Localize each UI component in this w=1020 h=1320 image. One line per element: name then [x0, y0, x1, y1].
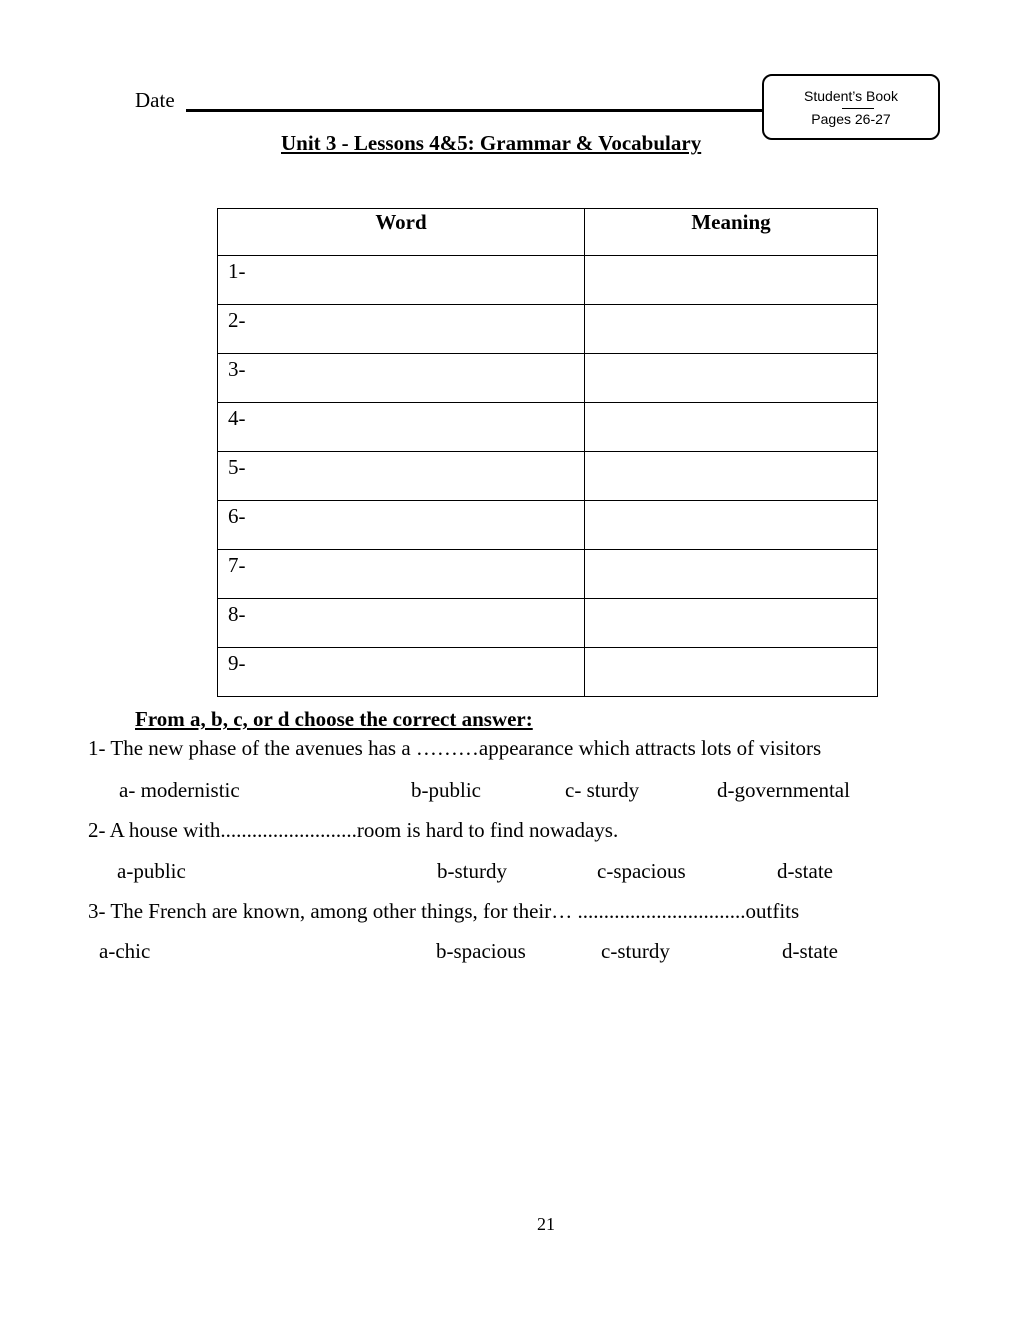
meaning-cell[interactable] [585, 599, 878, 648]
book-box-line2: Pages 26-27 [811, 111, 891, 127]
word-cell[interactable]: 2- [218, 305, 585, 354]
question-2-option-a[interactable]: a-public [117, 859, 186, 883]
table-row [218, 648, 878, 697]
page-title: Unit 3 - Lessons 4&5: Grammar & Vocabulary [281, 131, 702, 155]
word-cell[interactable]: 6- [218, 501, 585, 550]
book-box-divider [842, 108, 874, 109]
table-row [218, 452, 878, 501]
header-meaning: Meaning [585, 209, 878, 256]
word-cell[interactable]: 9- [218, 648, 585, 697]
header-word: Word [218, 209, 585, 256]
table-row [218, 550, 878, 599]
table-row [218, 403, 878, 452]
question-1: 1- The new phase of the avenues has a ………appearance which attracts lots of visitors [88, 736, 822, 760]
meaning-cell[interactable] [585, 354, 878, 403]
vocabulary-table [217, 208, 878, 697]
word-cell[interactable]: 1- [218, 256, 585, 305]
meaning-cell[interactable] [585, 305, 878, 354]
word-cell[interactable]: 3- [218, 354, 585, 403]
students-book-box [762, 74, 940, 140]
word-cell[interactable]: 8- [218, 599, 585, 648]
meaning-cell[interactable] [585, 452, 878, 501]
table-row [218, 501, 878, 550]
meaning-cell[interactable] [585, 648, 878, 697]
table-row [218, 354, 878, 403]
page-number: 21 [537, 1214, 555, 1234]
question-3-option-d[interactable]: d-state [782, 939, 838, 963]
date-line [186, 109, 764, 112]
meaning-cell[interactable] [585, 256, 878, 305]
book-box-line1: Student’s Book [804, 88, 898, 104]
table-row [218, 256, 878, 305]
table-row [218, 599, 878, 648]
question-3-option-a[interactable]: a-chic [99, 939, 151, 963]
question-1-option-a[interactable]: a- modernistic [119, 778, 240, 802]
word-cell[interactable]: 7- [218, 550, 585, 599]
word-cell[interactable]: 4- [218, 403, 585, 452]
question-3: 3- The French are known, among other things, for their… ................................outfits [88, 899, 800, 923]
meaning-cell[interactable] [585, 403, 878, 452]
question-2-option-d[interactable]: d-state [777, 859, 833, 883]
meaning-cell[interactable] [585, 550, 878, 599]
question-1-option-b[interactable]: b-public [411, 778, 481, 802]
question-2-option-b[interactable]: b-sturdy [437, 859, 507, 883]
word-cell[interactable]: 5- [218, 452, 585, 501]
table-row [218, 305, 878, 354]
meaning-cell[interactable] [585, 501, 878, 550]
question-2-option-c[interactable]: c-spacious [597, 859, 686, 883]
question-1-option-d[interactable]: d-governmental [717, 778, 850, 802]
question-3-option-b[interactable]: b-spacious [436, 939, 526, 963]
question-3-option-c[interactable]: c-sturdy [601, 939, 670, 963]
question-1-option-c[interactable]: c- sturdy [565, 778, 640, 802]
question-2: 2- A house with..........................room is hard to find nowadays. [88, 818, 619, 842]
exercise-instruction: From a, b, c, or d choose the correct answer: [135, 707, 533, 731]
table-header-row [218, 209, 878, 256]
date-label: Date [135, 88, 175, 112]
